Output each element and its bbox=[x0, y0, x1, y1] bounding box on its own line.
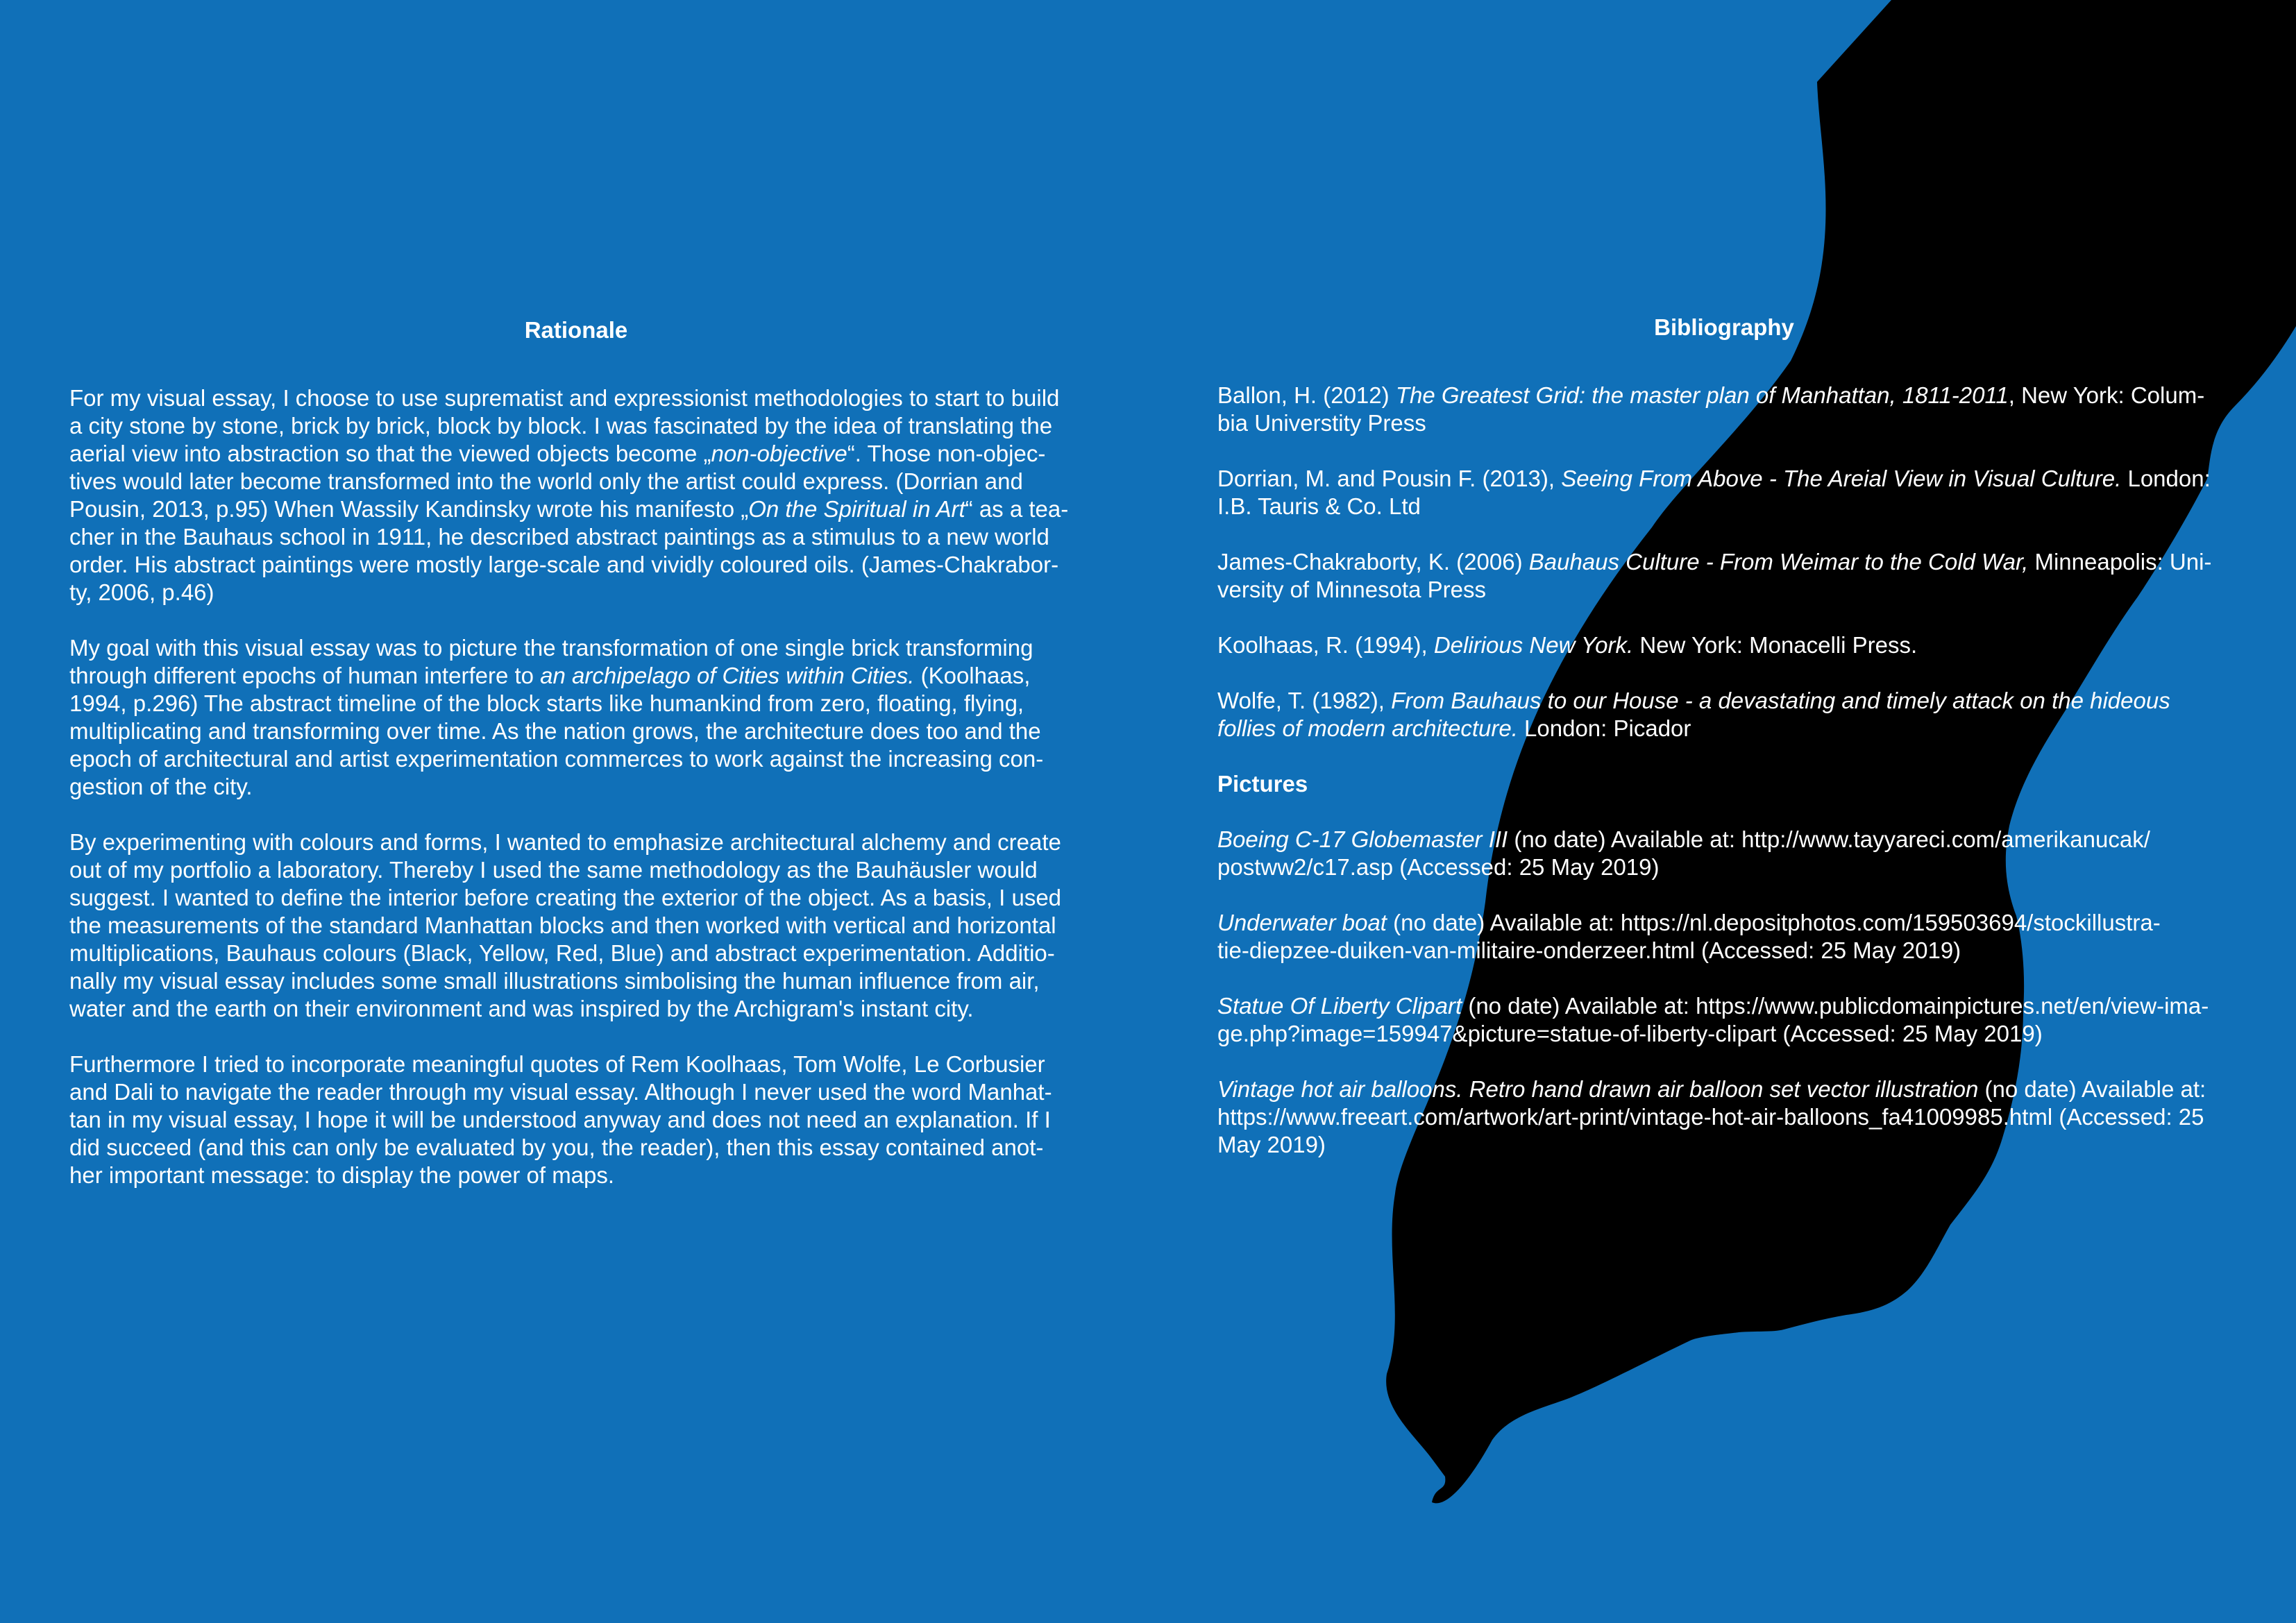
picture-entry: Statue Of Liberty Clipart (no date) Available at: https://www.publicdomainpictures.net/en/view-ima- ge.php?image=159947&picture=statue-of-liberty-clipart (Accessed: 25 May 2019) bbox=[1217, 993, 2209, 1046]
picture-entry: Vintage hot air balloons. Retro hand drawn air balloon set vector illustration (no date) Available at: https://www.freeart.com/artwork/art-print/vintage-hot-air-balloons_fa41009985.html (Accessed: 25 May 2019) bbox=[1217, 1076, 2206, 1157]
bibliography-entry: Dorrian, M. and Pousin F. (2013), Seeing From Above - The Areial View in Visual Culture. London: I.B. Tauris & Co. Ltd bbox=[1217, 466, 2211, 519]
picture-entry: Underwater boat (no date) Available at: https://nl.depositphotos.com/159503694/stockillustra- tie-diepzee-duiken-van-militaire-onderzeer.html (Accessed: 25 May 2019) bbox=[1217, 910, 2161, 963]
rationale-paragraph-2: My goal with this visual essay was to picture the transformation of one single brick transforming through different epochs of human interfere to an archipelago of Cities within Cities. (Koolhaas, 1994, p.296) The abstract timeline of the block starts like humankind from zero, floating, flying, multiplicating and transforming over time. As the nation grows, the architecture does too and the epoch of architectural and artist experimentation commerces to work against the increasing con- gestion of the city. bbox=[69, 635, 1044, 799]
rationale-paragraph-1: For my visual essay, I choose to use suprematist and expressionist methodologies to start to build a city stone by stone, brick by brick, block by block. I was fascinated by the idea of translating the aerial view into abstraction so that the viewed objects become „non-objective“. Those non-objec- tives would later become transformed into the world only the artist could express. (Dorrian and Pousin, 2013, p.95) When Wassily Kandinsky wrote his manifesto „On the Spiritual in Art“ as a tea- cher in the Bauhaus school in 1911, he described abstract paintings as a stimulus to a new world order. His abstract paintings were mostly large-scale and vividly coloured oils. (James-Chakrabor- ty, 2006, p.46) bbox=[69, 385, 1069, 605]
bibliography-entry: Koolhaas, R. (1994), Delirious New York. New York: Monacelli Press. bbox=[1217, 632, 1918, 658]
bibliography-entry: Ballon, H. (2012) The Greatest Grid: the master plan of Manhattan, 1811-2011, New York: Colum- bia Universtity Press bbox=[1217, 382, 2205, 436]
bibliography-entry: Wolfe, T. (1982), From Bauhaus to our House - a devastating and timely attack on the hideous follies of modern architecture. London: Picador bbox=[1217, 688, 2170, 741]
picture-entry: Boeing C-17 Globemaster III (no date) Available at: http://www.tayyareci.com/amerikanucak/ postww2/c17.asp (Accessed: 25 May 2019) bbox=[1217, 826, 2150, 880]
bibliography-column bbox=[1217, 314, 2231, 1187]
rationale-heading: Rationale bbox=[524, 317, 628, 343]
rationale-paragraph-3: By experimenting with colours and forms, I wanted to emphasize architectural alchemy and create out of my portfolio a laboratory. Thereby I used the same methodology as the Bauhäusler would suggest. I wanted to define the interior before creating the exterior of the object. As a basis, I used the measurements of the standard Manhattan blocks and then worked with vertical and horizontal multiplications, Bauhaus colours (Black, Yellow, Red, Blue) and abstract experimentation. Additio- nally my visual essay includes some small illustrations simbolising the human influence from air, water and the earth on their environment and was inspired by the Archigram's instant city. bbox=[69, 829, 1062, 1021]
pictures-heading: Pictures bbox=[1217, 771, 1308, 797]
rationale-column bbox=[69, 314, 1083, 1189]
bibliography-heading: Bibliography bbox=[1654, 314, 1794, 340]
rationale-paragraph-4: Furthermore I tried to incorporate meaningful quotes of Rem Koolhaas, Tom Wolfe, Le Corbusier and Dali to navigate the reader through my visual essay. Although I never used the word Manhat- tan in my visual essay, I hope it will be understood anyway and does not need an explanation. If I did succeed (and this can only be evaluated by you, the reader), then this essay contained anot- her important message: to display the power of maps. bbox=[69, 1051, 1052, 1188]
bibliography-entry: James-Chakraborty, K. (2006) Bauhaus Culture - From Weimar to the Cold War, Minneapolis: Uni- versity of Minnesota Press bbox=[1217, 549, 2212, 602]
